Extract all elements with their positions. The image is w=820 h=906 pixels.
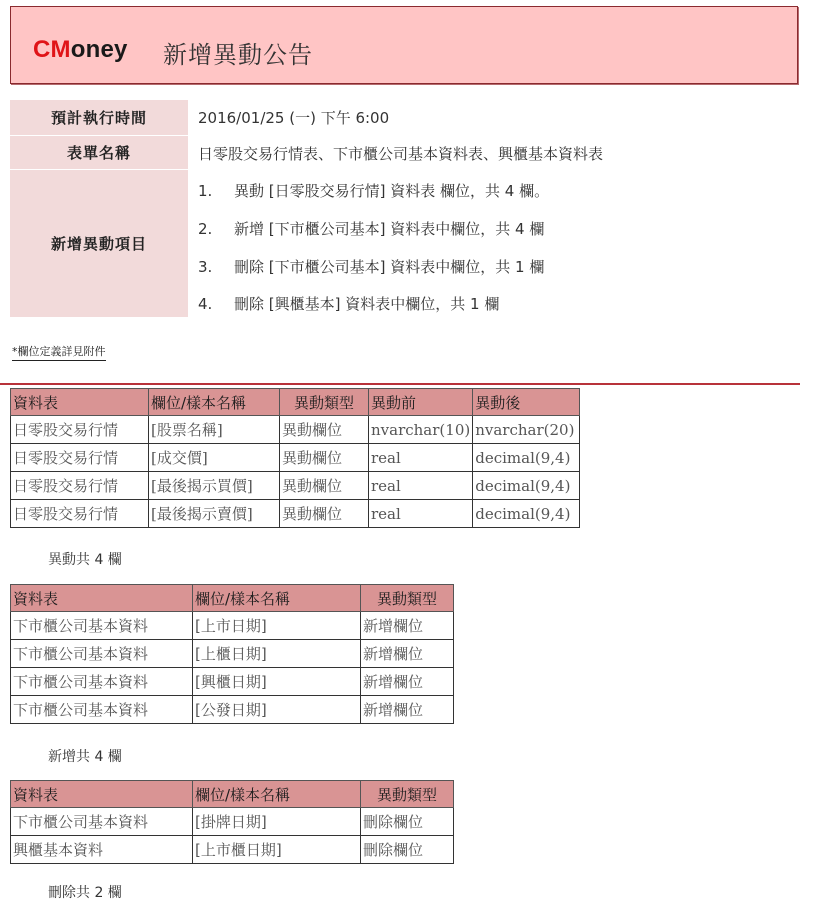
column-header: 異動類型 xyxy=(361,781,454,808)
table-cell: 下市櫃公司基本資料 xyxy=(11,808,193,836)
column-header: 資料表 xyxy=(11,781,193,808)
table-cell: 新增欄位 xyxy=(361,612,454,640)
table-row xyxy=(11,836,454,864)
table-row xyxy=(11,500,580,528)
table-cell: [上市日期] xyxy=(193,612,361,640)
change-item-number: 4. xyxy=(198,295,213,313)
column-header: 異動前 xyxy=(369,389,473,416)
column-header: 異動類型 xyxy=(280,389,369,416)
change-item-text: 異動 [日零股交易行情] 資料表 欄位，共 4 欄。 xyxy=(234,182,550,200)
change-item-number: 1. xyxy=(198,182,213,200)
table-header-row xyxy=(11,585,454,612)
table-cell: 異動欄位 xyxy=(280,500,369,528)
table-cell: [上櫃日期] xyxy=(193,640,361,668)
change-item-text: 刪除 [興櫃基本] 資料表中欄位，共 1 欄 xyxy=(234,295,500,313)
brand-logo xyxy=(33,36,128,64)
table-cell: 興櫃基本資料 xyxy=(11,836,193,864)
column-header: 欄位/樣本名稱 xyxy=(193,585,361,612)
forms-value: 日零股交易行情表、下市櫃公司基本資料表、興櫃基本資料表 xyxy=(198,145,604,163)
column-header: 資料表 xyxy=(11,585,193,612)
table-header-row xyxy=(11,389,580,416)
table-cell: 異動欄位 xyxy=(280,472,369,500)
table-cell: 日零股交易行情 xyxy=(11,444,149,472)
schedule-label: 預計執行時間 xyxy=(10,100,188,135)
table-header-row xyxy=(11,781,454,808)
table-cell: 異動欄位 xyxy=(280,416,369,444)
table-cell: nvarchar(10) xyxy=(369,416,473,444)
table-row xyxy=(11,444,580,472)
brand-logo-rest: oney xyxy=(70,36,128,63)
table-row xyxy=(11,668,454,696)
items-label: 新增異動項目 xyxy=(10,170,188,317)
table-cell: 下市櫃公司基本資料 xyxy=(11,696,193,724)
table-cell: [興櫃日期] xyxy=(193,668,361,696)
change-item-number: 3. xyxy=(198,258,213,276)
table-cell: [公發日期] xyxy=(193,696,361,724)
table-cell: 新增欄位 xyxy=(361,640,454,668)
schedule-value: 2016/01/25 (一) 下午 6:00 xyxy=(198,109,390,127)
change-item-text: 刪除 [下市櫃公司基本] 資料表中欄位，共 1 欄 xyxy=(234,258,545,276)
column-header: 資料表 xyxy=(11,389,149,416)
table-cell: [掛牌日期] xyxy=(193,808,361,836)
table-cell: [成交價] xyxy=(149,444,280,472)
table-cell: nvarchar(20) xyxy=(473,416,580,444)
table-row xyxy=(11,472,580,500)
change-item xyxy=(198,180,549,201)
add-summary: 新增共 4 欄 xyxy=(48,749,122,765)
table-cell: real xyxy=(369,500,473,528)
table-cell: decimal(9,4) xyxy=(473,500,580,528)
table-cell: decimal(9,4) xyxy=(473,444,580,472)
change-item xyxy=(198,293,499,314)
table-cell: decimal(9,4) xyxy=(473,472,580,500)
delete-summary: 刪除共 2 欄 xyxy=(48,885,122,901)
forms-label: 表單名稱 xyxy=(10,136,188,169)
table-row xyxy=(11,612,454,640)
change-item xyxy=(198,218,544,239)
table-cell: 下市櫃公司基本資料 xyxy=(11,612,193,640)
table-row xyxy=(11,416,580,444)
add-fields-table xyxy=(10,584,454,724)
change-item-text: 新增 [下市櫃公司基本] 資料表中欄位，共 4 欄 xyxy=(234,220,545,238)
table-cell: 日零股交易行情 xyxy=(11,472,149,500)
table-row xyxy=(11,640,454,668)
table-cell: 刪除欄位 xyxy=(361,808,454,836)
table-row xyxy=(11,808,454,836)
table-cell: 下市櫃公司基本資料 xyxy=(11,668,193,696)
table-cell: 刪除欄位 xyxy=(361,836,454,864)
page-title: 新增異動公告 xyxy=(163,41,313,69)
change-item-number: 2. xyxy=(198,220,213,238)
table-cell: real xyxy=(369,444,473,472)
delete-fields-table xyxy=(10,780,454,864)
announcement-banner xyxy=(10,6,798,84)
change-item xyxy=(198,256,544,277)
table-cell: 異動欄位 xyxy=(280,444,369,472)
attachment-footnote-link[interactable]: *欄位定義詳見附件 xyxy=(12,345,106,361)
section-divider xyxy=(0,383,800,385)
column-header: 欄位/樣本名稱 xyxy=(149,389,280,416)
brand-logo-cm: CM xyxy=(33,36,71,63)
table-cell: 日零股交易行情 xyxy=(11,416,149,444)
table-cell: 下市櫃公司基本資料 xyxy=(11,640,193,668)
table-cell: 新增欄位 xyxy=(361,668,454,696)
table-cell: [最後揭示賣價] xyxy=(149,500,280,528)
modify-fields-table xyxy=(10,388,580,528)
column-header: 欄位/樣本名稱 xyxy=(193,781,361,808)
column-header: 異動後 xyxy=(473,389,580,416)
table-cell: 新增欄位 xyxy=(361,696,454,724)
column-header: 異動類型 xyxy=(361,585,454,612)
table-cell: [上市櫃日期] xyxy=(193,836,361,864)
table-cell: real xyxy=(369,472,473,500)
modify-summary: 異動共 4 欄 xyxy=(48,552,122,568)
table-cell: [股票名稱] xyxy=(149,416,280,444)
table-cell: [最後揭示買價] xyxy=(149,472,280,500)
table-cell: 日零股交易行情 xyxy=(11,500,149,528)
table-row xyxy=(11,696,454,724)
